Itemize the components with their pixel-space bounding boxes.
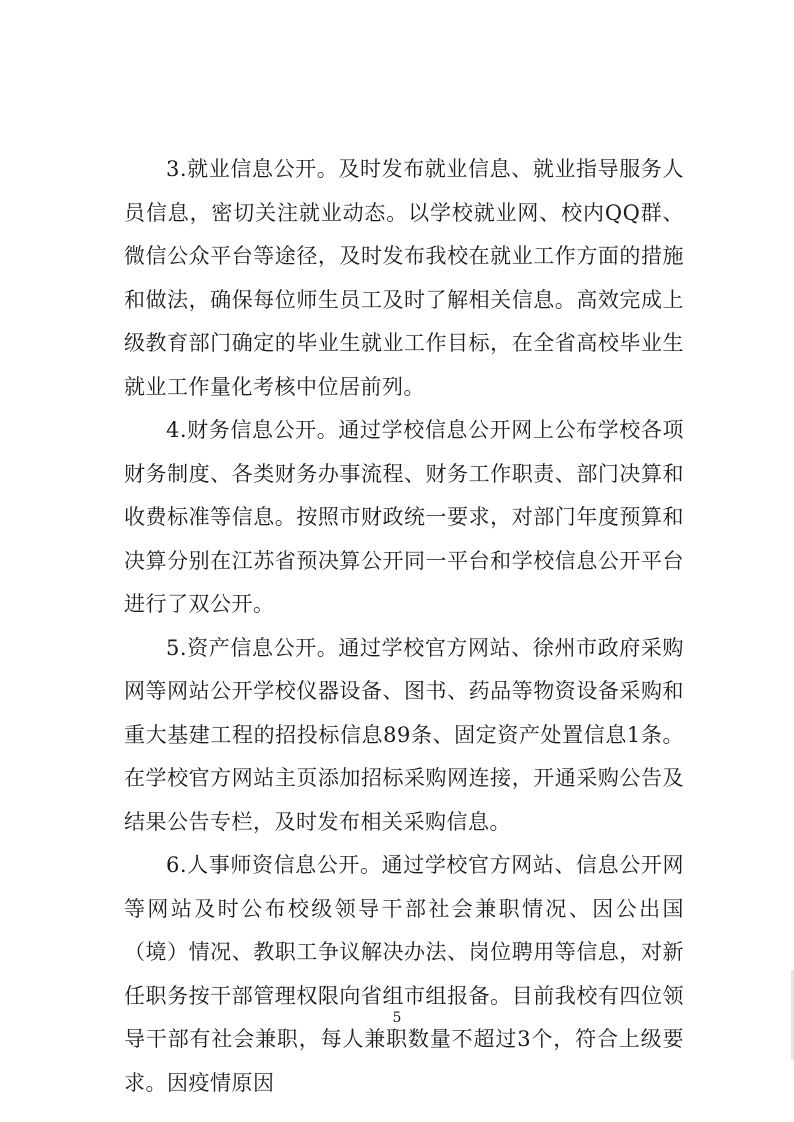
paragraph-finance-info: 4.财务信息公开。通过学校信息公开网上公布学校各项财务制度、各类财务办事流程、财务工作职责、部门决算和收费标准等信息。按照市财政统一要求，对部门年度预算和决算分别在江苏省预决算公开同一平台和学校信息公开平台进行了双公开。 [124,418,684,616]
paragraph-asset-info: 5.资产信息公开。通过学校官方网站、徐州市政府采购网等网站公开学校仪器设备、图书、药品等物资设备采购和重大基建工程的招投标信息89条、固定资产处置信息1条。在学校官方网站主页添加招标采购网连接，开通采购公告及结果公告专栏，及时发布相关采购信息。 [124,635,684,834]
paragraph-employment-info: 3.就业信息公开。及时发布就业信息、就业指导服务人员信息，密切关注就业动态。以学校就业网、校内QQ群、微信公众平台等途径，及时发布我校在就业工作方面的措施和做法，确保每位师生员工及时了解相关信息。高效完成上级教育部门确定的毕业生就业工作目标，在全省高校毕业生就业工作量化考核中位居前列。 [124,157,684,399]
paragraph-personnel-info: 6.人事师资信息公开。通过学校官方网站、信息公开网等网站及时公布校级领导干部社会兼职情况、因公出国（境）情况、教职工争议解决办法、岗位聘用等信息，对新任职务按干部管理权限向省组市组报备。目前我校有四位领导干部有社会兼职，每人兼职数量不超过3个，符合上级要求。因疫情原因 [124,853,684,1095]
page-number: 5 [392,1010,402,1026]
document-body [124,148,684,1105]
